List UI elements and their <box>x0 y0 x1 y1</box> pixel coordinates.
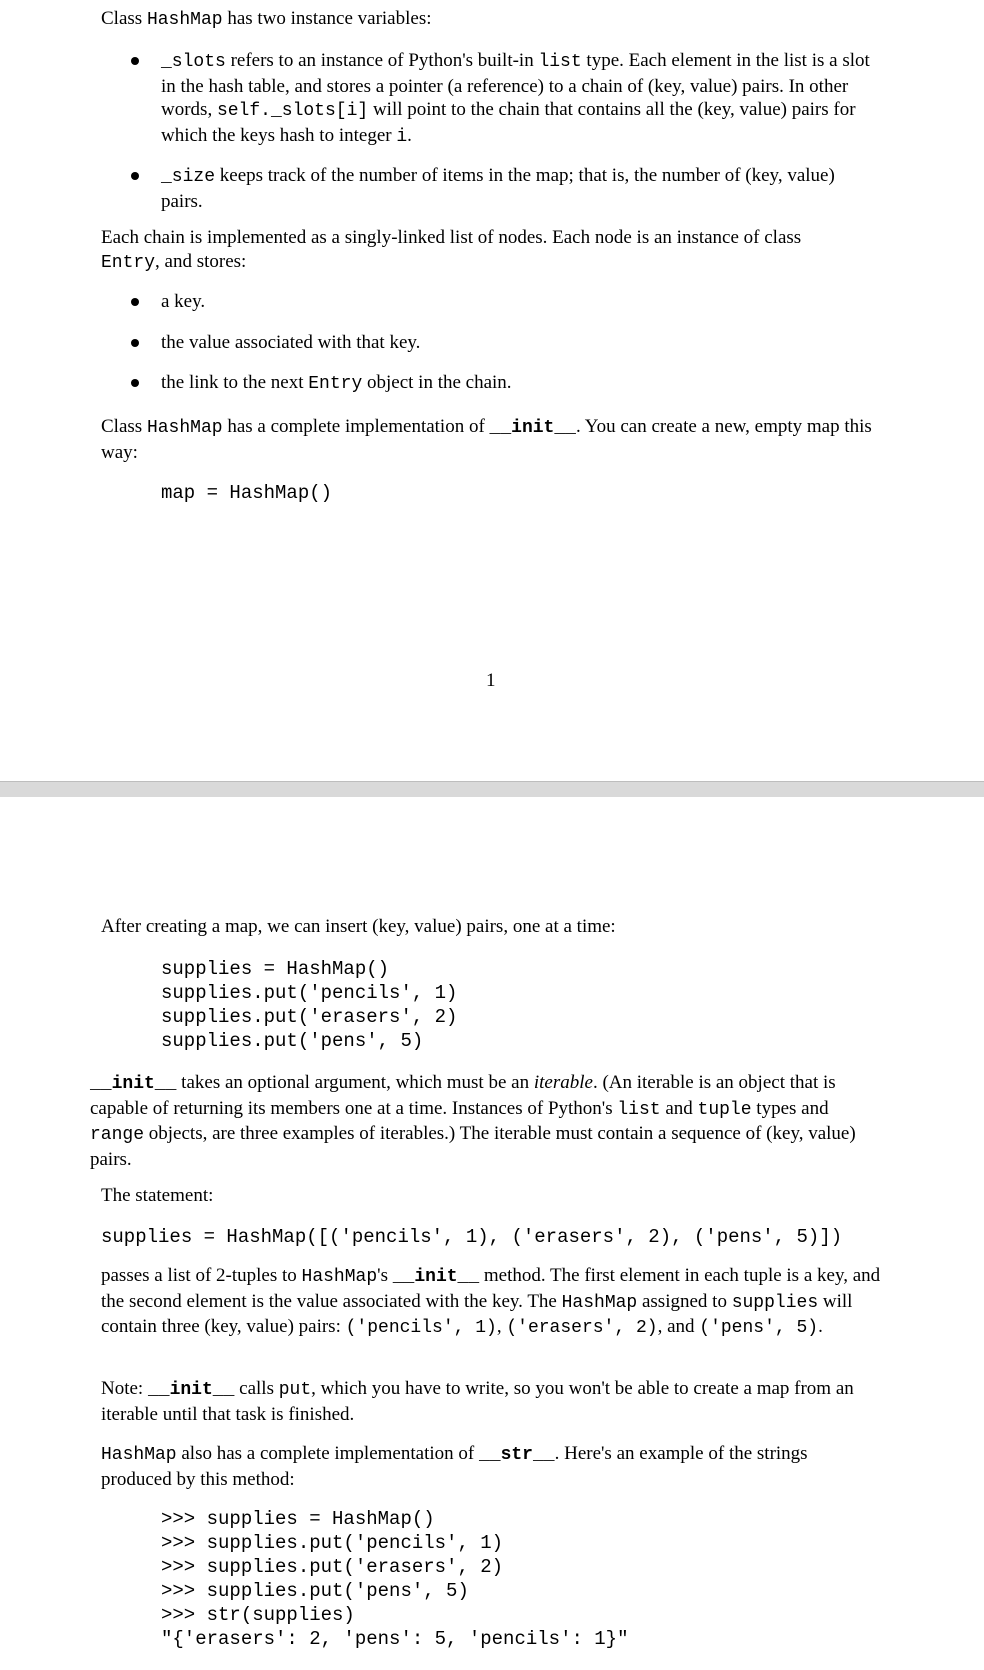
text: , and stores: <box>155 250 247 272</box>
text: a key. <box>161 291 206 312</box>
list-item <box>161 371 861 397</box>
text: also has a complete implementation of <box>176 1443 479 1464</box>
intro-paragraph <box>101 7 901 33</box>
text: , <box>496 1316 507 1337</box>
text: the link to the next <box>161 372 309 393</box>
inline-code: __init__ <box>147 1380 235 1400</box>
text: has a complete implementation of <box>222 416 490 437</box>
inline-code: ('pens', 5) <box>699 1318 819 1338</box>
text: . <box>407 124 412 146</box>
str-paragraph <box>101 1442 881 1491</box>
inline-code: ('erasers', 2) <box>506 1318 658 1338</box>
list-item <box>161 164 881 213</box>
page-separator <box>0 781 984 797</box>
inline-code: HashMap <box>146 418 223 438</box>
text: Class <box>101 416 147 437</box>
text: types and <box>751 1097 829 1119</box>
instance-variables-list <box>161 49 881 213</box>
text: takes an optional argument, which must be an <box>176 1072 534 1093</box>
text: . You can create a new, empty map this way: <box>101 416 872 463</box>
code-example: supplies = HashMap() supplies.put('pencils', 1) supplies.put('erasers', 2) supplies.put('pens', 5) <box>161 958 458 1052</box>
text: the value associated with that key. <box>161 331 421 353</box>
text: has two instance variables: <box>222 8 432 29</box>
entry-fields-list <box>161 290 861 397</box>
text: , which you have to write, so you won't be able to create a map from an iterable until that task is finished. <box>101 1378 854 1425</box>
text: objects, are three examples of iterables.) The iterable must contain a sequence of (key, value) pairs. <box>90 1123 856 1170</box>
inline-code: supplies <box>731 1292 819 1313</box>
inline-code: __init__ <box>90 1074 177 1094</box>
inline-code: range <box>90 1125 145 1145</box>
inline-code: Entry <box>308 374 363 394</box>
note-paragraph <box>101 1377 881 1426</box>
list-item <box>161 49 881 149</box>
bullet-icon <box>131 379 139 387</box>
bullet-icon <box>131 298 139 306</box>
italic-text: iterable <box>533 1072 593 1093</box>
text: method. The first element in each tuple is a key, and the second element is the value associated with the key. The <box>101 1265 881 1312</box>
bullet-icon <box>131 172 139 180</box>
statement-label: The statement: <box>101 1185 214 1206</box>
text: 's <box>377 1265 393 1286</box>
text: , and <box>657 1316 700 1337</box>
inline-code: list <box>538 52 582 72</box>
inline-code: HashMap <box>146 10 223 30</box>
text: assigned to <box>637 1290 732 1312</box>
document-page-2 <box>0 797 984 1670</box>
text: Note: <box>101 1378 148 1399</box>
code-example: supplies = HashMap([('pencils', 1), ('erasers', 2), ('pens', 5)]) <box>101 1226 843 1248</box>
text: refers to an instance of Python's built-in <box>225 50 539 71</box>
inline-code: HashMap <box>301 1267 378 1287</box>
inline-code: __str__ <box>478 1445 555 1465</box>
inline-code: ('pencils', 1) <box>345 1318 497 1338</box>
list-item <box>161 331 861 355</box>
inline-code: put <box>278 1380 312 1400</box>
chain-paragraph <box>101 226 861 275</box>
code-example: map = HashMap() <box>161 482 333 504</box>
text: will point to the chain that contains all the (key, value) pairs for which the keys hash to integer <box>161 99 856 146</box>
tuples-paragraph <box>101 1264 881 1341</box>
init-paragraph <box>101 415 881 464</box>
inline-code: Entry <box>101 252 156 273</box>
code-example: >>> supplies = HashMap() >>> supplies.put('pencils', 1) >>> supplies.put('erasers', 2) >>> supplies.put('pens', 5) >>> str(supplies) "{'erasers': 2, 'pens': 5, 'pencils': 1}" <box>161 1508 629 1650</box>
text: and <box>660 1097 698 1119</box>
document-page-1 <box>0 0 984 781</box>
text: calls <box>234 1378 279 1399</box>
text: . (An iterable is an object that is capable of returning its members one at a time. Instances of Python's <box>90 1072 836 1119</box>
list-item <box>161 290 861 314</box>
iterable-paragraph <box>90 1071 870 1171</box>
bullet-icon <box>131 339 139 347</box>
inline-code: HashMap <box>561 1292 638 1313</box>
text: passes a list of 2-tuples to <box>101 1265 302 1286</box>
text: . Here's an example of the strings produced by this method: <box>101 1443 808 1490</box>
bullet-icon <box>131 57 139 65</box>
inline-code: tuple <box>697 1099 752 1120</box>
page-number: 1 <box>486 670 496 691</box>
insert-paragraph: After creating a map, we can insert (key, value) pairs, one at a time: <box>101 916 616 937</box>
text: type. Each element in the list is a slot in the hash table, and stores a pointer (a reference) to a chain of (key, value) pairs. In other words, <box>161 50 870 120</box>
text: will contain three (key, value) pairs: <box>101 1290 853 1337</box>
inline-code: _slots <box>161 52 226 72</box>
inline-code: i <box>396 126 408 147</box>
text: Class <box>101 8 147 29</box>
inline-code: self._slots[i] <box>216 101 369 121</box>
text: object in the chain. <box>362 372 512 393</box>
text: . <box>818 1316 823 1337</box>
inline-code: __init__ <box>489 418 576 438</box>
inline-code: _size <box>161 167 216 187</box>
text: keeps track of the number of items in the map; that is, the number of (key, value) pairs. <box>161 165 835 212</box>
text: Each chain is implemented as a singly-linked list of nodes. Each node is an instance of class <box>101 227 802 248</box>
inline-code: __init__ <box>392 1267 480 1287</box>
inline-code: list <box>617 1099 661 1120</box>
inline-code: HashMap <box>101 1445 177 1465</box>
